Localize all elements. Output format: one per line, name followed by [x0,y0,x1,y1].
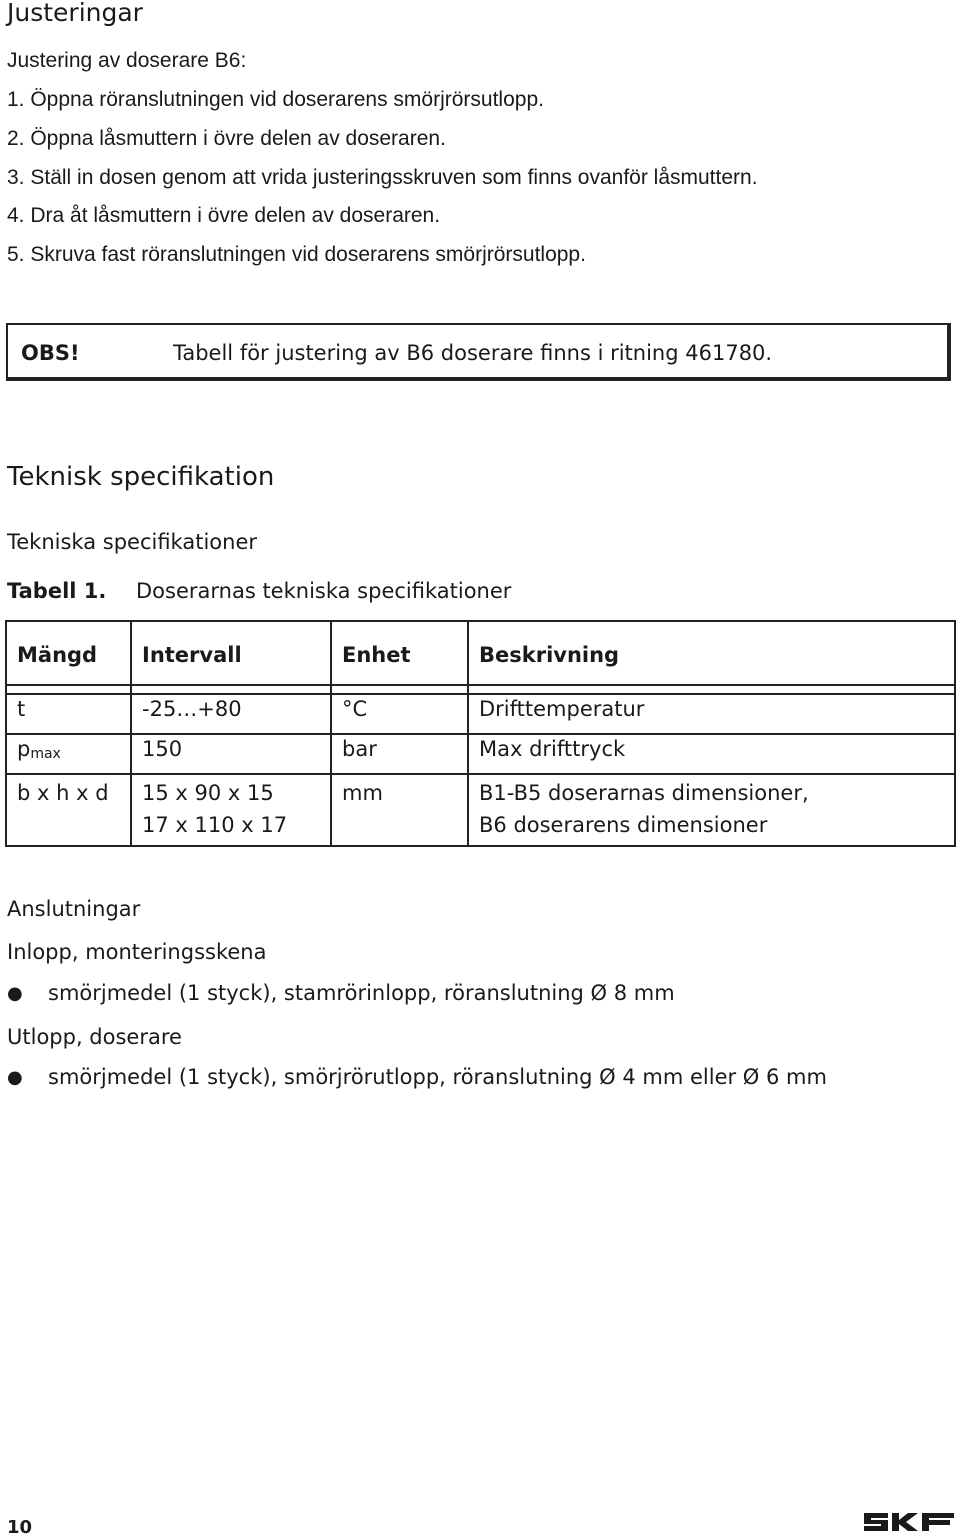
table-row [6,694,955,734]
skf-logo-icon [862,1509,956,1535]
step-1: 1. Öppna röranslutningen vid doserarens smörjrörsutlopp. [7,88,544,111]
step-3: 3. Ställ in dosen genom att vrida justeringsskruven som finns ovanför låsmuttern. [7,166,758,189]
table-header-row [6,621,955,685]
cell-description: Drifttemperatur [468,694,955,734]
cell-quantity: b x h x d [6,774,131,846]
connections-title: Anslutningar [7,897,141,921]
outlet-title: Utlopp, doserare [7,1025,182,1049]
cell-description: B1-B5 doserarnas dimensioner, B6 doserarens dimensioner [468,774,955,846]
note-box [6,323,951,381]
step-4: 4. Dra åt låsmuttern i övre delen av doseraren. [7,204,441,227]
note-text: Tabell för justering av B6 doserare finns i ritning 461780. [173,341,773,365]
cell-unit: °C [331,694,468,734]
header-range: Intervall [131,621,331,685]
cell-quantity: t [6,694,131,734]
table-row [6,734,955,774]
note-label: OBS! [21,341,80,365]
page-number: 10 [7,1517,33,1538]
section-title: Teknisk specifikation [7,462,275,492]
step-2: 2. Öppna låsmuttern i övre delen av doseraren. [7,127,446,150]
header-unit: Enhet [331,621,468,685]
table-caption-label: Tabell 1. [7,579,107,603]
cell-quantity: $p_{max}$ [6,734,131,774]
subsection-title: Tekniska specifikationer [7,530,258,554]
cell-range: 15 x 90 x 15 17 x 110 x 17 [131,774,331,846]
spec-table [5,620,956,847]
cell-unit: bar [331,734,468,774]
bullet-icon: ● [7,1067,23,1088]
page-heading: Justeringar [7,0,143,27]
cell-unit: mm [331,774,468,846]
cell-range: -25…+80 [131,694,331,734]
inlet-title: Inlopp, monteringsskena [7,940,267,964]
bullet-icon: ● [7,983,23,1004]
header-quantity: Mängd [6,621,131,685]
table-caption-text: Doserarnas tekniska specifikationer [136,579,512,603]
table-row [6,774,955,846]
inlet-item: smörjmedel (1 styck), stamrörinlopp, röranslutning Ø 8 mm [48,981,675,1005]
cell-range: 150 [131,734,331,774]
outlet-item: smörjmedel (1 styck), smörjrörutlopp, röranslutning Ø 4 mm eller Ø 6 mm [48,1065,827,1089]
cell-description: Max drifttryck [468,734,955,774]
intro-text: Justering av doserare B6: [7,49,247,72]
skf-logo [862,1509,956,1539]
step-5: 5. Skruva fast röranslutningen vid doserarens smörjrörsutlopp. [7,243,586,266]
header-description: Beskrivning [468,621,955,685]
